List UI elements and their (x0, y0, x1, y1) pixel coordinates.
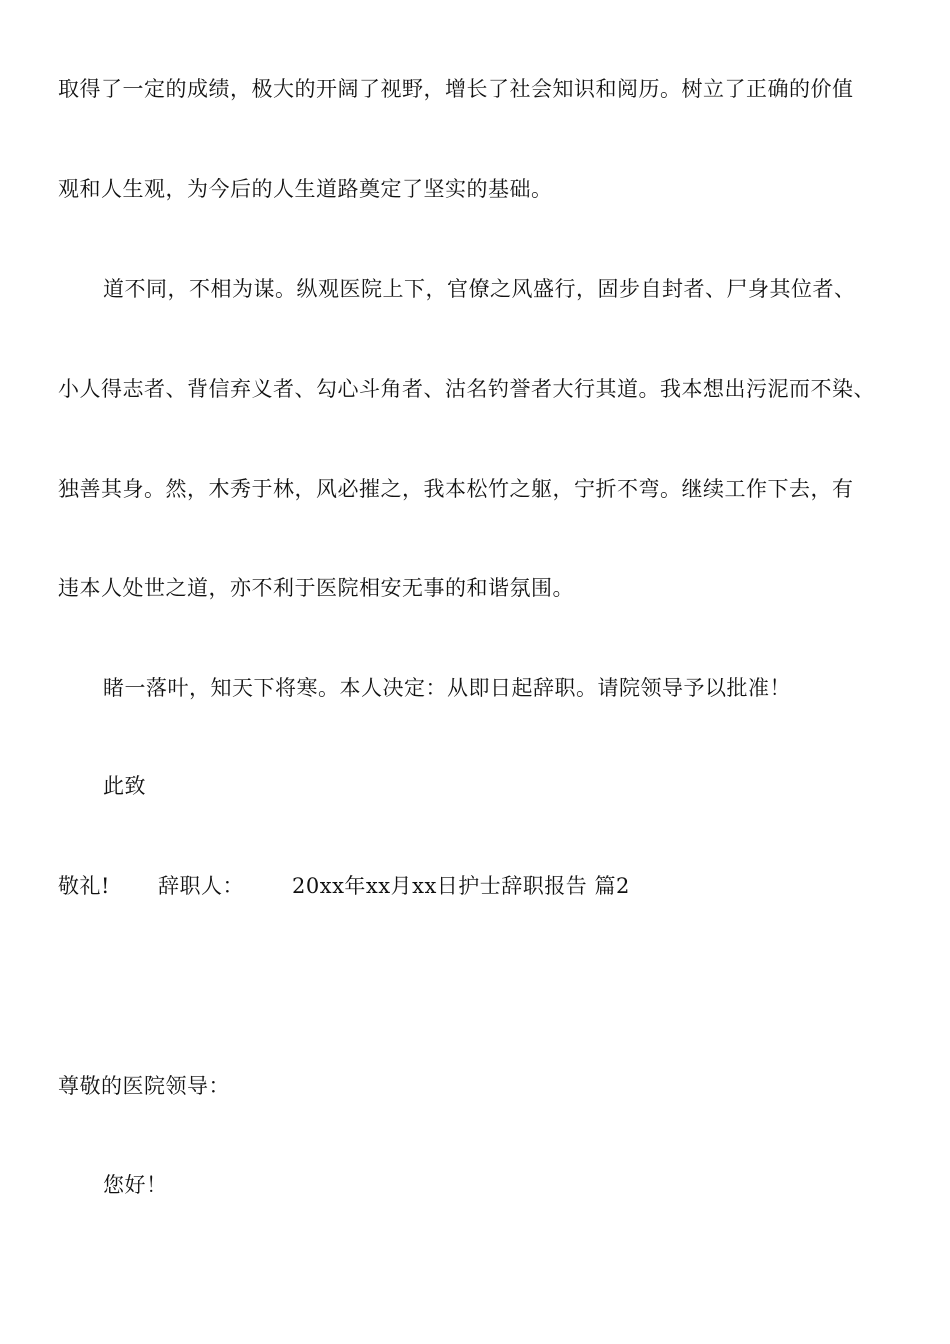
salutation-line: 您好！ (103, 1173, 168, 1197)
greeting-line: 尊敬的医院领导： (58, 1074, 230, 1098)
closing-line: 此致 (103, 774, 146, 798)
resigner-label: 辞职人： (158, 874, 244, 898)
paragraph-line-1: 取得了一定的成绩，极大的开阔了视野，增长了社会知识和阅历。树立了正确的价值 (58, 77, 854, 101)
paragraph-line-4: 小人得志者、背信弃义者、勾心斗角者、沽名钓誉者大行其道。我本想出污泥而不染、 (58, 377, 875, 401)
regards-text: 敬礼! (58, 874, 110, 898)
paragraph-line-2: 观和人生观，为今后的人生道路奠定了坚实的基础。 (58, 177, 553, 201)
paragraph-line-6: 违本人处世之道，亦不利于医院相安无事的和谐氛围。 (58, 576, 574, 600)
paragraph-line-7: 睹一落叶，知天下将寒。本人决定：从即日起辞职。请院领导予以批准！ (103, 676, 791, 700)
paragraph-line-5: 独善其身。然，木秀于林，风必摧之，我本松竹之躯，宁折不弯。继续工作下去，有 (58, 477, 854, 501)
signature-line (58, 871, 918, 901)
date-title: 20xx年xx月xx日护士辞职报告 篇2 (292, 874, 630, 898)
paragraph-line-3: 道不同，不相为谋。纵观医院上下，官僚之风盛行，固步自封者、尸身其位者、 (103, 277, 856, 301)
